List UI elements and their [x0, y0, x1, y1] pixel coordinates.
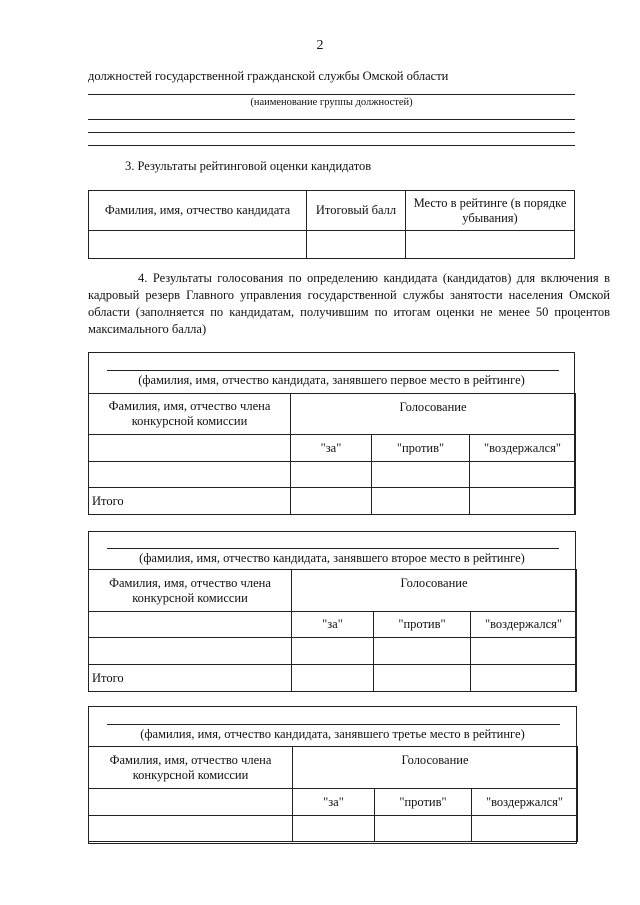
voting-header: Голосование [292, 570, 577, 612]
table-cell [291, 488, 372, 515]
member-header: Фамилия, имя, отчество члена конкурсной комиссии [89, 394, 291, 435]
name-line [107, 370, 559, 371]
total-label: Итого [89, 488, 291, 515]
table-cell [472, 816, 578, 842]
table-cell [471, 638, 577, 665]
column-header-score: Итоговый балл [307, 191, 406, 231]
table-cell [293, 816, 375, 842]
table-cell [89, 638, 292, 665]
vote-caption: (фамилия, имя, отчество кандидата, занявшего третье место в рейтинге) [140, 727, 525, 741]
page-number: 2 [316, 38, 324, 53]
table-cell [471, 665, 577, 692]
option-for: "за" [292, 612, 374, 638]
option-against: "против" [375, 789, 472, 816]
total-label: Итого [89, 665, 292, 692]
table-cell [291, 462, 372, 488]
option-for: "за" [293, 789, 375, 816]
option-abstained: "воздержался" [470, 435, 576, 462]
group-caption: (наименование группы должностей) [250, 97, 413, 108]
vote-table-first [88, 393, 576, 515]
name-line [107, 724, 560, 725]
blank-line [88, 145, 575, 146]
vote-caption: (фамилия, имя, отчество кандидата, занявшего первое место в рейтинге) [138, 373, 525, 387]
table-cell [406, 231, 575, 259]
option-abstained: "воздержался" [471, 612, 577, 638]
blank-line [88, 119, 575, 120]
table-cell [372, 462, 470, 488]
table-cell [89, 816, 293, 842]
column-header-candidate: Фамилия, имя, отчество кандидата [89, 191, 307, 231]
vote-caption: (фамилия, имя, отчество кандидата, занявшего второе место в рейтинге) [139, 551, 525, 565]
table-cell [89, 231, 307, 259]
table-cell [372, 488, 470, 515]
table-cell [470, 462, 576, 488]
table-cell [375, 816, 472, 842]
member-header: Фамилия, имя, отчество члена конкурсной комиссии [89, 747, 293, 789]
option-against: "против" [372, 435, 470, 462]
table-cell [470, 488, 576, 515]
name-line [107, 548, 559, 549]
voting-header: Голосование [291, 394, 576, 435]
section4-text: 4. Результаты голосования по определению кандидата (кандидатов) для включения в кадровый резерв Главного управления государственной службы занятости населения Омской области (заполняется по кандидатам, получившим по итогам оценки не менее 50 процентов максимального балла) [88, 271, 610, 336]
position-group-line: должностей государственной гражданской службы Омской области [88, 69, 449, 83]
table-cell [89, 435, 291, 462]
table-cell [292, 665, 374, 692]
option-abstained: "воздержался" [472, 789, 578, 816]
section3-title: 3. Результаты рейтинговой оценки кандидатов [125, 159, 372, 173]
column-header-rank: Место в рейтинге (в порядке убывания) [406, 191, 575, 231]
table-cell [89, 462, 291, 488]
table-cell [89, 612, 292, 638]
table-cell [307, 231, 406, 259]
table-cell [292, 638, 374, 665]
table-cell [374, 665, 471, 692]
voting-header: Голосование [293, 747, 578, 789]
blank-line [88, 132, 575, 133]
member-header: Фамилия, имя, отчество члена конкурсной комиссии [89, 570, 292, 612]
table-cell [374, 638, 471, 665]
section4-paragraph [88, 270, 610, 338]
option-against: "против" [374, 612, 471, 638]
vote-table-third [88, 746, 578, 842]
table-cell [89, 789, 293, 816]
vote-table-second [88, 569, 577, 692]
option-for: "за" [291, 435, 372, 462]
rating-table [88, 190, 575, 259]
underline [88, 94, 575, 95]
